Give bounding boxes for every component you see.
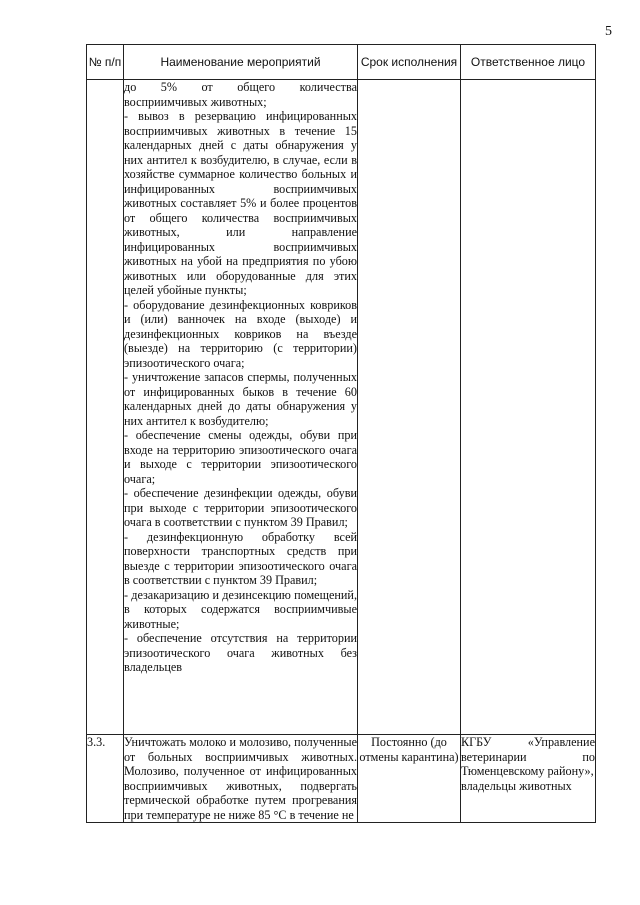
measure-item: - обеспечение дезинфекции одежды, обуви при выходе с территории эпизоотического очага в соответствии с пунктом 39 Правил; bbox=[124, 486, 357, 529]
page-number: 5 bbox=[605, 24, 612, 39]
table-header-row bbox=[87, 45, 596, 80]
continued-name-cell bbox=[124, 80, 358, 735]
row-term: Постоянно (до отмены карантина) bbox=[358, 735, 461, 823]
header-name: Наименование мероприятий bbox=[124, 45, 358, 80]
header-num: № п/п bbox=[87, 45, 124, 80]
measure-item: - дезинфекционную обработку всей поверхности транспортных средств при выезде с территории эпизоотического очага в соответствии с пунктом 39 Правил; bbox=[124, 529, 357, 587]
continued-term-cell bbox=[358, 80, 461, 735]
row-measure-text: Уничтожать молоко и молозиво, полученные от больных восприимчивых животных. Молозиво, полученное от инфицированных восприимчивых животных, подвергать термической обработке путем прогревания при температуре не ниже 85 °С в течение не bbox=[124, 735, 357, 822]
table-row-continued bbox=[87, 80, 596, 735]
measure-item: - вывоз в резервацию инфицированных восприимчивых животных в течение 15 календарных дней с даты обнаружения у них антител к возбудителю, в случае, если в хозяйстве суммарное количество больных и инфицированных восприимчивых животных составляет 5% и более процентов от общего количества восприимчивых животных, или направление инфицированных восприимчивых животных на убой на предприятия по убою животных или оборудованные для этих целей убойные пункты; bbox=[124, 109, 357, 297]
measure-item: до 5% от общего количества восприимчивых животных; bbox=[124, 80, 357, 109]
measure-item: - оборудование дезинфекционных ковриков и (или) ванночек на входе (выходе) и дезинфекционных ковриков на въезде (выезде) на территорию (с территории) эпизоотического очага; bbox=[124, 297, 357, 370]
continued-num-cell bbox=[87, 80, 124, 735]
table-row-3-3 bbox=[87, 735, 596, 823]
responsible-owners: владельцы животных bbox=[461, 778, 572, 793]
row-number: 3.3. bbox=[87, 735, 124, 823]
row-responsible bbox=[461, 735, 596, 823]
responsible-organization: КГБУ «Управление ветеринарии по Тюменцевскому району», bbox=[461, 735, 595, 778]
measure-item: - обеспечение смены одежды, обуви при входе на территорию эпизоотического очага и выходе с территории эпизоотического очага; bbox=[124, 428, 357, 486]
continued-responsible-cell bbox=[461, 80, 596, 735]
measure-item: - обеспечение отсутствия на территории эпизоотического очага животных без владельцев bbox=[124, 631, 357, 674]
measures-table bbox=[86, 44, 596, 823]
measure-item: - уничтожение запасов спермы, полученных от инфицированных быков в течение 60 календарных дней до даты обнаружения у них антител к возбудителю; bbox=[124, 370, 357, 428]
header-term: Срок исполнения bbox=[358, 45, 461, 80]
header-responsible: Ответственное лицо bbox=[461, 45, 596, 80]
measure-item: - дезакаризацию и дезинсекцию помещений, в которых содержатся восприимчивые животные; bbox=[124, 587, 357, 631]
